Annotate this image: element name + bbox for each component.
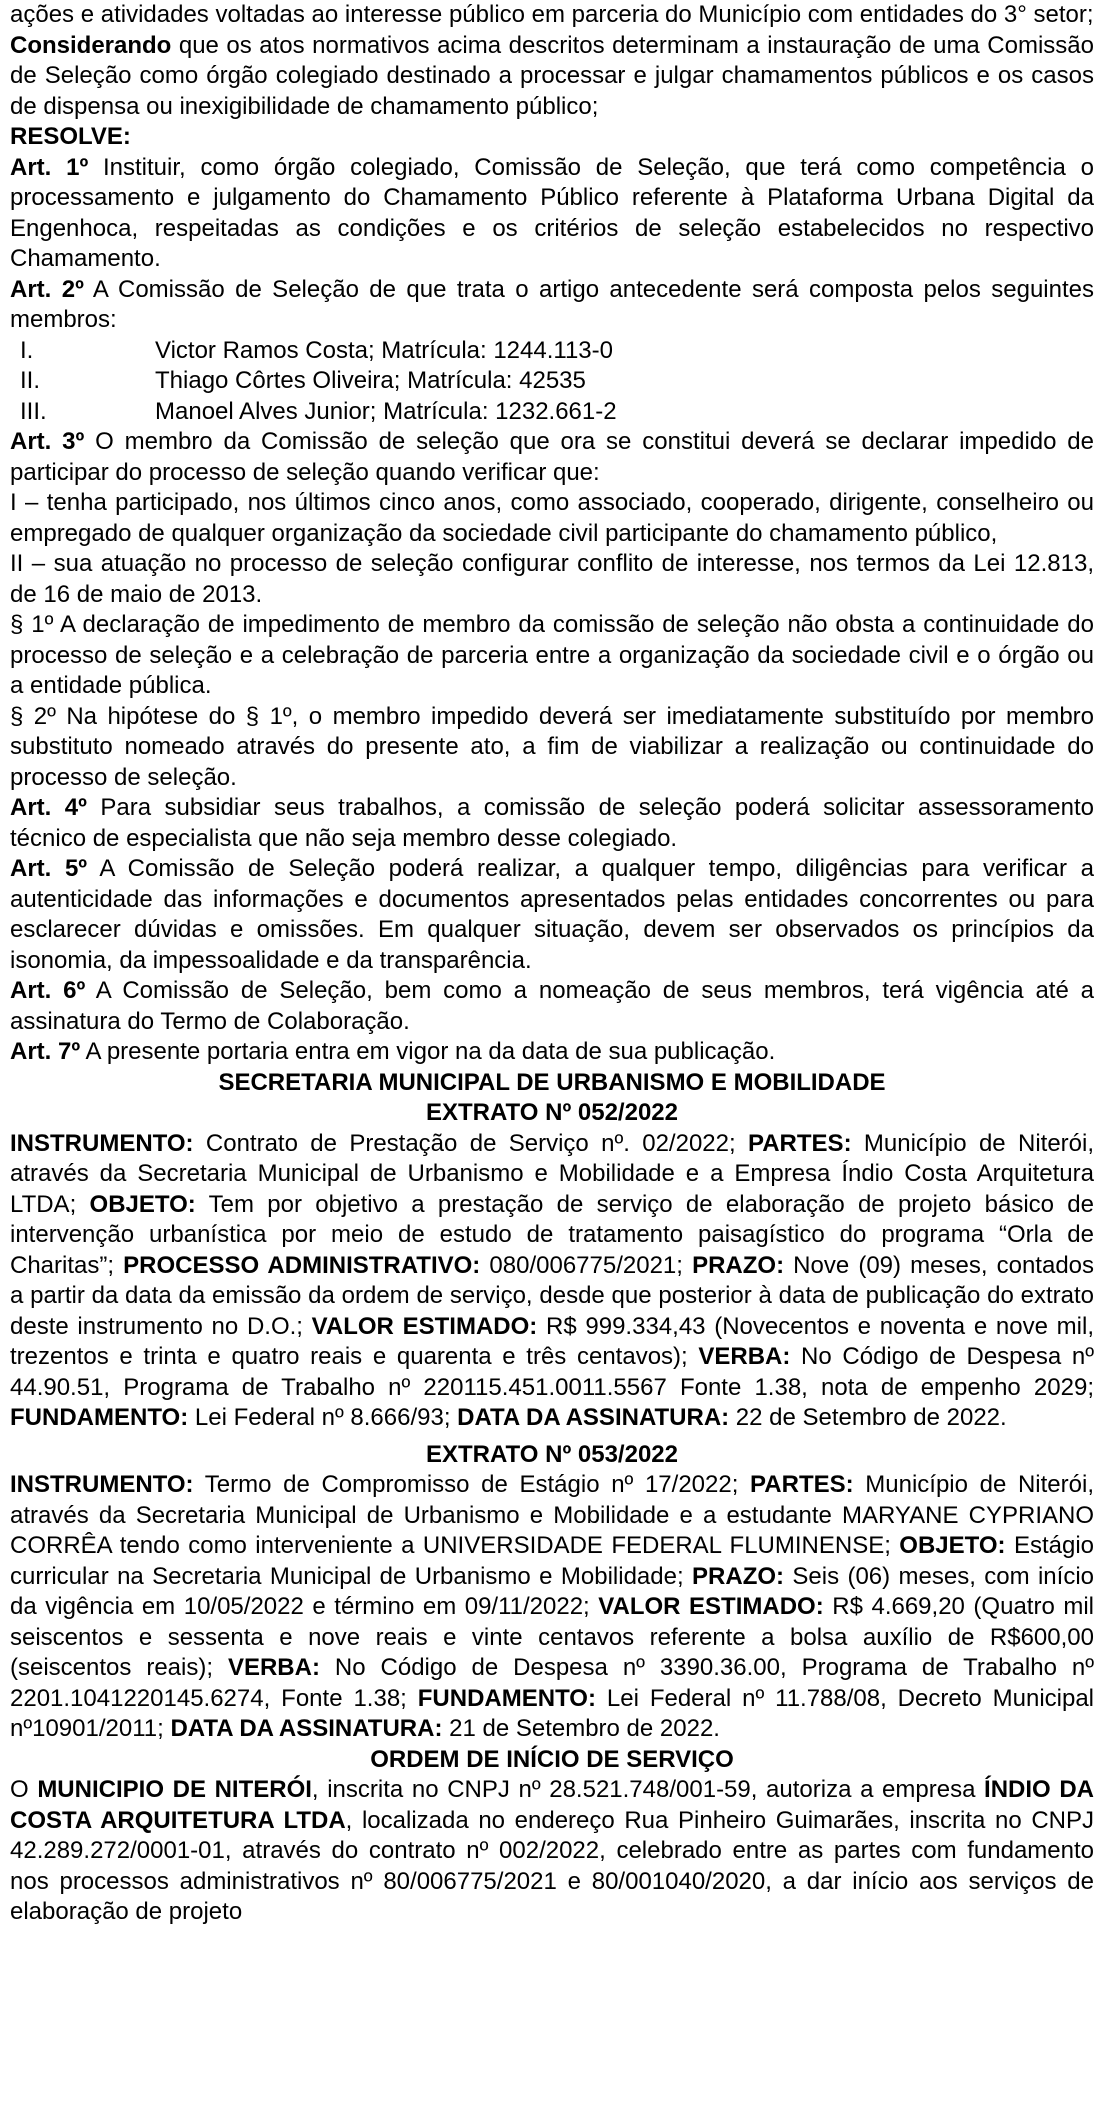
objeto-label: OBJETO: — [899, 1532, 1006, 1559]
verba-label: VERBA: — [227, 1654, 320, 1681]
art4-paragraph — [10, 793, 1094, 854]
valor-label: VALOR ESTIMADO: — [311, 1312, 538, 1340]
ordem-body — [10, 1775, 1094, 1928]
art3-item-i: I – tenha participado, nos últimos cinco anos, como associado, cooperado, dirigente, conselheiro ou empregado de qualquer organização da sociedade civil participante do chamamento público, — [10, 489, 1094, 547]
valor-label: VALOR ESTIMADO: — [598, 1593, 824, 1620]
data-assinatura-label: DATA DA ASSINATURA: — [457, 1404, 730, 1431]
partes-text: Município de Niterói, através da Secretaria Municipal de Urbanismo e Mobilidade e a Empresa Índio Costa Arquitetura LTDA; — [10, 1129, 1095, 1218]
prazo-label: PRAZO: — [692, 1251, 785, 1279]
instrumento-text: Termo de Compromisso de Estágio nº 17/2022; — [193, 1471, 751, 1498]
art1-paragraph — [10, 153, 1094, 275]
art2-paragraph — [10, 275, 1094, 336]
prazo-text: Seis (06) meses, com início da vigência em 10/05/2022 e término em 09/11/2022; — [10, 1562, 1095, 1620]
instrumento-label: INSTRUMENTO: — [10, 1471, 194, 1498]
extrato-52-body — [10, 1129, 1094, 1434]
member-name: Manoel Alves Junior; Matrícula: 1232.661-2 — [155, 397, 617, 425]
prazo-text: Nove (09) meses, contados a partir da data da emissão da ordem de serviço, desde que posterior à data de publicação do extrato deste instrumento no D.O.; — [10, 1251, 1095, 1340]
extrato-53-body — [10, 1470, 1094, 1745]
verba-label: VERBA: — [698, 1343, 791, 1370]
ordem-municipio: MUNICIPIO DE NITERÓI — [37, 1776, 312, 1803]
paragraph-1: § 1º A declaração de impedimento de membro da comissão de seleção não obsta a continuidade do processo de seleção e a celebração de parceria entre a organização da sociedade civil e o órgão ou a entidade pública. — [10, 611, 1094, 699]
extrato-52-title: EXTRATO Nº 052/2022 — [426, 1099, 678, 1126]
ordem-text-1: O — [10, 1776, 38, 1803]
considerando-text: que os atos normativos acima descritos determinam a instauração de uma Comissão de Seleção como órgão colegiado destinado a processar e julgar chamamentos públicos e os casos de dispensa ou inexigibilidade de chamamento público; — [10, 31, 1094, 120]
instrumento-label: INSTRUMENTO: — [10, 1129, 194, 1157]
list-item — [10, 397, 1094, 428]
member-number: II. — [20, 367, 41, 394]
fundamento-label: FUNDAMENTO: — [417, 1684, 596, 1712]
partes-label: PARTES: — [748, 1129, 852, 1157]
art7-paragraph — [10, 1037, 1094, 1068]
valor-text: R$ 999.334,43 (Novecentos e noventa e nove mil, trezentos e trinta e quatro reais e quarenta e três centavos); — [10, 1312, 1095, 1370]
verba-text: No Código de Despesa nº 3390.36.00, Programa de Trabalho nº 2201.1041220145.6274, Fonte 1.38; — [10, 1654, 1095, 1712]
art7-label: Art. 7º — [10, 1038, 81, 1065]
members-list — [10, 336, 1094, 428]
art1-text: Instituir, como órgão colegiado, Comissão de Seleção, que terá como competência o processamento e julgamento do Chamamento Público referente à Plataforma Urbana Digital da Engenhoca, respeitadas as condições e os critérios de seleção estabelecidos no respectivo Chamamento. — [10, 153, 1094, 272]
ordem-text-3: , localizada no endereço Rua Pinheiro Guimarães, inscrita no CNPJ 42.289.272/0001-01, através do contrato nº 002/2022, celebrado entre as partes com fundamento nos processos administrativos nº 80/006775/2021 e 80/001040/2020, a dar início aos serviços de elaboração de projeto — [10, 1806, 1095, 1925]
extrato-53-title: EXTRATO Nº 053/2022 — [426, 1440, 678, 1468]
data-assinatura-text: 22 de Setembro de 2022. — [729, 1404, 1007, 1431]
instrumento-text: Contrato de Prestação de Serviço nº. 02/2022; — [193, 1129, 748, 1157]
section-heading: SECRETARIA MUNICIPAL DE URBANISMO E MOBILIDADE — [218, 1068, 886, 1096]
art3-label: Art. 3º — [10, 428, 85, 455]
objeto-label: OBJETO: — [89, 1190, 196, 1218]
list-item — [10, 366, 1094, 397]
valor-text: R$ 4.669,20 (Quatro mil seiscentos e sessenta e nove reais e vinte centavos referente a bolsa auxílio de R$600,00 (seiscentos reais); — [10, 1593, 1094, 1681]
ordem-empresa: ÍNDIO DA COSTA ARQUITETURA LTDA — [10, 1776, 1095, 1834]
art4-label: Art. 4º — [10, 794, 87, 821]
art1-label: Art. 1º — [10, 153, 89, 181]
prazo-label: PRAZO: — [692, 1562, 785, 1590]
list-item — [10, 336, 1094, 367]
fundamento-label: FUNDAMENTO: — [10, 1404, 189, 1431]
art3-paragraph — [10, 427, 1094, 488]
art5-label: Art. 5º — [10, 855, 88, 882]
member-name: Thiago Côrtes Oliveira; Matrícula: 42535 — [155, 367, 586, 394]
verba-text: No Código de Despesa nº 44.90.51, Programa de Trabalho nº 220115.451.0011.5567 Fonte 1.38, nota de empenho 2029; — [10, 1343, 1095, 1401]
member-name: Victor Ramos Costa; Matrícula: 1244.113-0 — [155, 336, 613, 364]
art5-text: A Comissão de Seleção poderá realizar, a qualquer tempo, diligências para verificar a autenticidade das informações e documentos apresentados pelas entidades concorrentes ou para esclarecer dúvidas e omissões. Em qualquer situação, devem ser observados os princípios da isonomia, da impessoalidade e da transparência. — [10, 855, 1094, 974]
partes-label: PARTES: — [750, 1471, 854, 1498]
art2-label: Art. 2º — [10, 275, 84, 303]
paragraph-2: § 2º Na hipótese do § 1º, o membro impedido deverá ser imediatamente substituído por membro substituto nomeado através do presente ato, a fim de viabilizar a realização ou continuidade do processo de seleção. — [10, 702, 1094, 791]
art4-text: Para subsidiar seus trabalhos, a comissão de seleção poderá solicitar assessoramento técnico de especialista que não seja membro desse colegiado. — [10, 794, 1094, 852]
data-assinatura-text: 21 de Setembro de 2022. — [442, 1715, 720, 1742]
data-assinatura-label: DATA DA ASSINATURA: — [170, 1715, 443, 1742]
art6-text: A Comissão de Seleção, bem como a nomeação de seus membros, terá vigência até a assinatura do Termo de Colaboração. — [10, 977, 1095, 1035]
intro-text: ações e atividades voltadas ao interesse público em parceria do Município com entidades do 3° setor; — [10, 1, 1094, 28]
member-number: I. — [20, 336, 34, 364]
partes-text: Município de Niterói, através da Secretaria Municipal de Urbanismo e Mobilidade e a estudante MARYANE CYPRIANO CORRÊA tendo como interveniente a UNIVERSIDADE FEDERAL FLUMINENSE; — [10, 1471, 1094, 1559]
ordem-title: ORDEM DE INÍCIO DE SERVIÇO — [370, 1745, 734, 1773]
processo-text: 080/006775/2021; — [480, 1251, 693, 1279]
processo-label: PROCESSO ADMINISTRATIVO: — [123, 1251, 481, 1279]
resolve-label: RESOLVE: — [10, 123, 131, 150]
art2-text: A Comissão de Seleção de que trata o artigo antecedente será composta pelos seguintes membros: — [10, 275, 1094, 333]
objeto-text: Estágio curricular na Secretaria Municipal de Urbanismo e Mobilidade; — [10, 1532, 1094, 1590]
resolve-heading — [10, 122, 1094, 153]
considerando-label: Considerando — [10, 31, 172, 59]
fundamento-text: Lei Federal nº 8.666/93; — [188, 1404, 458, 1431]
member-number: III. — [20, 397, 47, 425]
art3-text: O membro da Comissão de seleção que ora se constitui deverá se declarar impedido de participar do processo de seleção quando verificar que: — [10, 428, 1094, 486]
objeto-text: Tem por objetivo a prestação de serviço de elaboração de projeto básico de intervenção urbanística por meio de estudo de tratamento paisagístico do programa “Orla de Charitas”; — [10, 1190, 1094, 1279]
ordem-text-2: , inscrita no CNPJ nº 28.521.748/001-59, autoriza a empresa — [311, 1776, 985, 1803]
considerando-paragraph — [10, 31, 1094, 123]
art7-text: A presente portaria entra em vigor na da data de sua publicação. — [80, 1038, 776, 1065]
art5-paragraph — [10, 854, 1094, 976]
art6-paragraph — [10, 976, 1094, 1037]
art3-item-ii: II – sua atuação no processo de seleção configurar conflito de interesse, nos termos da Lei 12.813, de 16 de maio de 2013. — [10, 550, 1094, 608]
art6-label: Art. 6º — [10, 977, 86, 1004]
fundamento-text: Lei Federal nº 11.788/08, Decreto Municipal nº10901/2011; — [10, 1684, 1095, 1742]
